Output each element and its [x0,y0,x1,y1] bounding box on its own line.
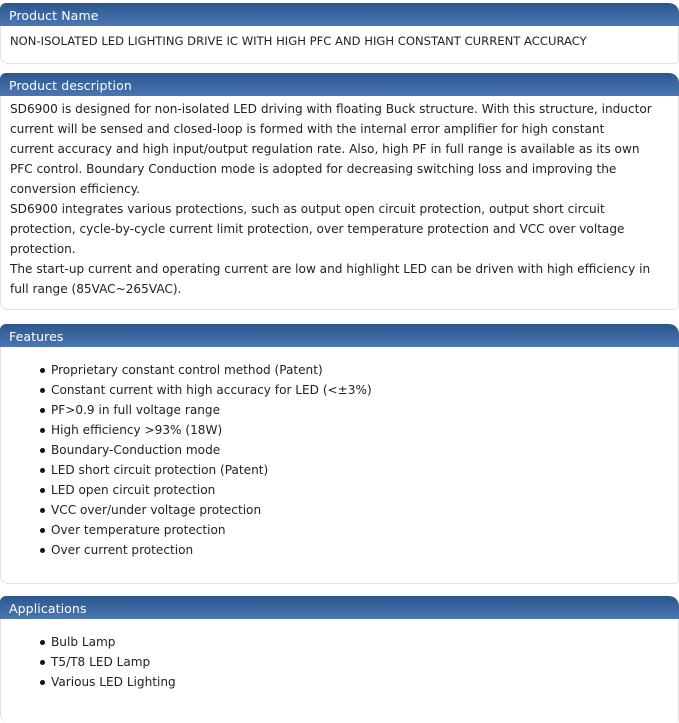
application-text: Various LED Lighting [51,675,176,689]
applications-header: Applications [0,596,679,619]
bullet-icon [40,508,45,513]
feature-item [40,480,669,500]
bullet-icon [40,488,45,493]
feature-item [40,520,669,540]
bullet-icon [40,388,45,393]
product-name-body [0,26,679,64]
bullet-icon [40,408,45,413]
description-line: SD6900 is designed for non-isolated LED driving with floating Buck structure. With this structure, inductor [10,102,652,116]
feature-item [40,360,669,380]
application-text: T5/T8 LED Lamp [51,655,151,669]
feature-item [40,380,669,400]
description-line: full range (85VAC~265VAC). [10,282,182,296]
product-description-panel [0,73,679,310]
description-line: protection, cycle-by-cycle current limit protection, over temperature protection and VCC over voltage [10,222,625,236]
feature-text: Constant current with high accuracy for LED (<±3%) [51,383,372,397]
applications-body [0,619,679,723]
feature-text: High efficiency >93% (18W) [51,423,223,437]
description-line: current will be sensed and closed-loop is formed with the internal error amplifier for high constant [10,122,605,136]
bullet-icon [40,660,45,665]
features-header: Features [0,324,679,347]
feature-item [40,440,669,460]
bullet-icon [40,368,45,373]
feature-text: LED open circuit protection [51,483,216,497]
bullet-icon [40,680,45,685]
description-line: protection. [10,242,76,256]
application-item [40,672,669,692]
feature-text: VCC over/under voltage protection [51,503,262,517]
product-name-header: Product Name [0,3,679,26]
features-list [10,360,669,560]
bullet-icon [40,448,45,453]
feature-item [40,460,669,480]
description-line: current accuracy and high input/output regulation rate. Also, high PF in full range is available as its own [10,142,640,156]
description-line: conversion efficiency. [10,182,141,196]
feature-item [40,500,669,520]
feature-text: Over temperature protection [51,523,226,537]
bullet-icon [40,428,45,433]
feature-item [40,540,669,560]
features-body [0,347,679,584]
description-line: The start-up current and operating current are low and highlight LED can be driven with high efficiency in [10,262,651,276]
feature-item [40,420,669,440]
features-panel [0,324,679,584]
feature-item [40,400,669,420]
description-line: SD6900 integrates various protections, such as output open circuit protection, output short circuit [10,202,605,216]
application-item [40,652,669,672]
product-description-header: Product description [0,73,679,96]
feature-text: Boundary-Conduction mode [51,443,221,457]
application-text: Bulb Lamp [51,635,116,649]
description-line: PFC control. Boundary Conduction mode is adopted for decreasing switching loss and improving the [10,162,617,176]
bullet-icon [40,548,45,553]
application-item [40,632,669,652]
product-name-value: NON-ISOLATED LED LIGHTING DRIVE IC WITH HIGH PFC AND HIGH CONSTANT CURRENT ACCURACY [10,34,587,48]
bullet-icon [40,468,45,473]
feature-text: Over current protection [51,543,194,557]
feature-text: PF>0.9 in full voltage range [51,403,221,417]
bullet-icon [40,640,45,645]
feature-text: Proprietary constant control method (Patent) [51,363,323,377]
applications-list [10,632,669,692]
bullet-icon [40,528,45,533]
applications-panel [0,596,679,723]
feature-text: LED short circuit protection (Patent) [51,463,269,477]
product-name-panel [0,3,679,64]
product-description-body [0,96,679,310]
